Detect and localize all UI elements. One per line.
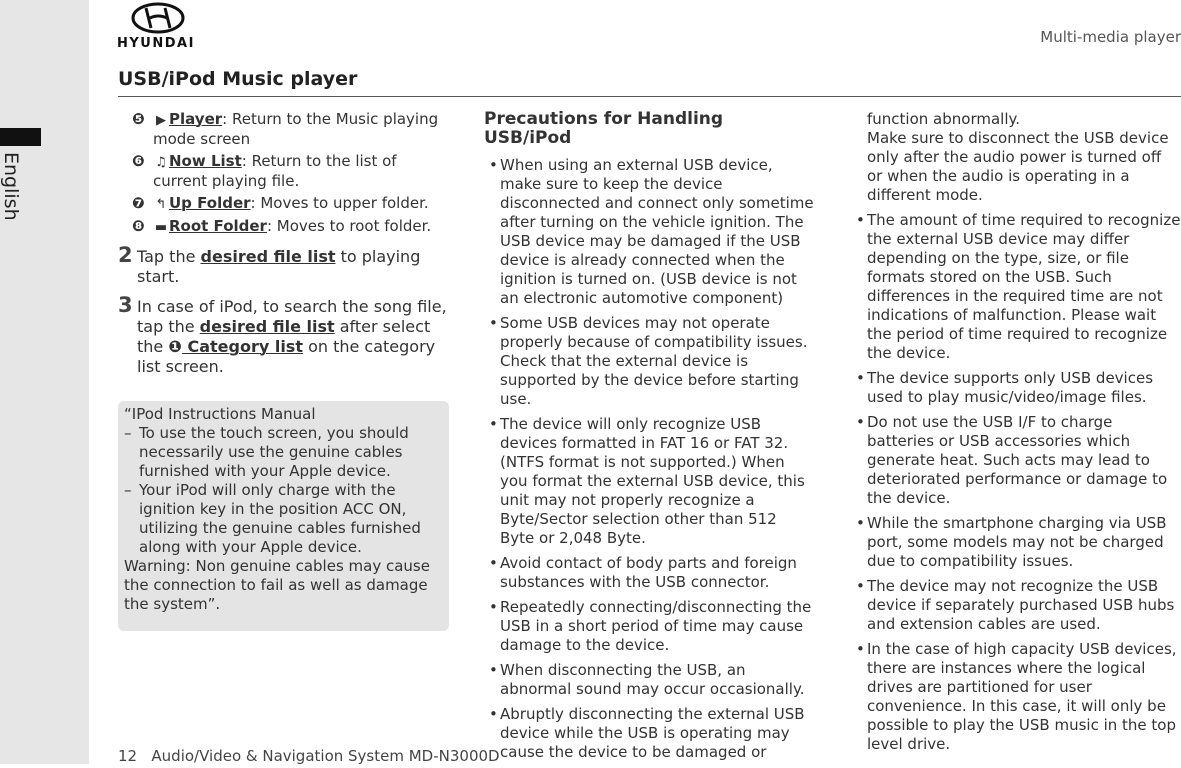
item-text: : Moves to upper folder. (250, 194, 429, 212)
section-label: Multi-media player (1040, 28, 1181, 46)
step-text: In case of iPod, to search the song file, tap the (137, 297, 447, 336)
note-warning: Warning: Non genuine cables may cause the connection to fail as well as damage the system”. (124, 557, 430, 613)
step-text: after select the (137, 317, 431, 356)
note-intro: “IPod Instructions Manual (124, 405, 316, 423)
item-label: Now List (169, 152, 242, 170)
list-item: • Do not use the USB I/F to charge batteries or USB accessories which generate heat. Such acts may lead to deteriorated performance or damage to the device. (856, 413, 1168, 507)
list-item: • The amount of time required to recognize the external USB device may differ depending on the type, size, or file formats stored on the USB. Such differences in the required time are not indications of malfunction. Please wait the period of time required to recognize the device. (856, 211, 1181, 362)
bullet-text: Avoid contact of body parts and foreign substances with the USB connector. (500, 554, 797, 591)
bullet-text: Do not use the USB I/F to charge batteries or USB accessories which generate heat. Such acts may lead to deteriorated performance or damage to the device. (867, 413, 1168, 507)
item-label: Player (169, 110, 223, 128)
category-number: ❶ (168, 337, 182, 356)
item-text: : Moves to root folder. (266, 217, 432, 235)
bullet-text: The device may not recognize the USB device if separately purchased USB hubs and extension cables are used. (867, 577, 1175, 633)
list-item: • Abruptly disconnecting the external USB device while the USB is operating may cause the device to be damaged or (489, 705, 805, 761)
step-3 (118, 293, 448, 377)
column-middle (484, 110, 814, 768)
sidebar (0, 0, 89, 764)
page-footer (118, 747, 500, 765)
list-item: • Some USB devices may not operate properly because of compatibility issues. Check that the external device is supported by the device before starting use. (489, 314, 808, 408)
step-2 (118, 243, 448, 287)
step-text: on the category list screen. (137, 337, 436, 376)
bullet-text: When disconnecting the USB, an abnormal sound may occur occasionally. (500, 661, 805, 698)
desired-file-list-ref: desired file list (199, 317, 335, 336)
list-item (118, 152, 448, 191)
item-text: : Return to the list of current playing file. (153, 152, 397, 190)
note-text: To use the touch screen, you should necessarily use the genuine cables furnished with your Apple device. (139, 424, 409, 480)
step-text: to playing start. (137, 247, 421, 286)
step-number: 3 (118, 293, 133, 317)
list-item (118, 194, 448, 214)
list-item: • In the case of high capacity USB devices, there are instances where the logical drives are partitioned for user convenience. In this case, it will only be possible to play the USB music in the top level drive. (856, 640, 1177, 753)
note-item: – To use the touch screen, you should necessarily use the genuine cables furnished with your Apple device. (124, 424, 409, 480)
bullet-text: In the case of high capacity USB devices, there are instances where the logical drives are partitioned for user convenience. In this case, it will only be possible to play the USB music in the top level drive. (867, 640, 1177, 753)
list-item (118, 217, 448, 237)
ipod-note-box (118, 401, 449, 631)
list-item: • Avoid contact of body parts and foreign substances with the USB connector. (489, 554, 797, 591)
column-left (118, 110, 448, 377)
step-number: 2 (118, 243, 133, 267)
list-item: • Repeatedly connecting/disconnecting the USB in a short period of time may cause damage to the device. (489, 598, 812, 654)
item-label: Root Folder (169, 217, 267, 235)
column-right (851, 110, 1181, 760)
bullet-text: Some USB devices may not operate properly because of compatibility issues. Check that the external device is supported by the device before starting use. (500, 314, 808, 408)
continued-text: Make sure to disconnect the USB device only after the audio power is turned off or when the audio is operating in a different mode. (867, 129, 1169, 204)
bullet-text: Repeatedly connecting/disconnecting the USB in a short period of time may cause damage to the device. (500, 598, 812, 654)
list-item: • The device will only recognize USB devices formatted in FAT 16 or FAT 32. (NTFS format is not supported.) When you format the external USB device, this unit may not properly recognize a Byte/Sector selection other than 512 Byte or 2,048 Byte. (489, 415, 805, 547)
category-list-ref: Category list (181, 337, 303, 356)
now-list-icon: ♫ (155, 155, 167, 170)
list-item: • While the smartphone charging via USB port, some models may not be charged due to compatibility issues. (856, 514, 1167, 570)
list-item: • The device supports only USB devices used to play music/video/image files. (856, 369, 1154, 406)
item-number: ❽ (132, 217, 145, 235)
list-item: • When using an external USB device, make sure to keep the device disconnected and connect only sometime after turning on the vehicle ignition. The USB device may be damaged if the USB device is already connected when the ignition is turned on. (USB device is not an electronic automotive component) (489, 156, 814, 307)
item-label: Up Folder (169, 194, 251, 212)
item-number: ❺ (132, 110, 145, 128)
section-heading: Precautions for Handling USB/iPod (484, 109, 724, 148)
title-divider (118, 96, 1181, 97)
step-text: Tap the (137, 247, 201, 266)
item-text: : Return to the Music playing mode screen (153, 110, 439, 148)
up-folder-icon: ↰ (155, 197, 167, 212)
page-number: 12 (118, 747, 138, 765)
play-icon: ▶ (156, 113, 166, 128)
bullet-text: While the smartphone charging via USB port, some models may not be charged due to compatibility issues. (867, 514, 1167, 570)
language-label: English (0, 152, 22, 221)
item-number: ❻ (132, 152, 145, 170)
bullet-text: The device will only recognize USB devices formatted in FAT 16 or FAT 32. (NTFS format is not supported.) When you format the external USB device, this unit may not properly recognize a Byte/Sector selection other than 512 Byte or 2,048 Byte. (500, 415, 805, 547)
language-tab-marker (0, 128, 41, 146)
bullet-text: The amount of time required to recognize the external USB device may differ depending on the type, size, or file formats stored on the USB. Such differences in the required time are not indications of malfunction. Please wait the period of time required to recognize the device. (867, 211, 1181, 362)
list-item: • The device may not recognize the USB device if separately purchased USB hubs and extension cables are used. (856, 577, 1175, 633)
bullet-text: When using an external USB device, make sure to keep the device disconnected and connect only sometime after turning on the vehicle ignition. The USB device may be damaged if the USB device is already connected when the ignition is turned on. (USB device is not an electronic automotive component) (500, 156, 814, 307)
note-text: Your iPod will only charge with the ignition key in the position ACC ON, utilizing the genuine cables furnished along with your Apple device. (139, 481, 421, 556)
continued-text: function abnormally. (867, 110, 1020, 128)
item-number: ❼ (132, 194, 145, 212)
footer-title: Audio/Video & Navigation System MD-N3000D (151, 747, 500, 765)
bullet-text: The device supports only USB devices used to play music/video/image files. (867, 369, 1154, 406)
brand-name: HYUNDAI (117, 36, 195, 51)
root-folder-icon: ▬ (154, 220, 168, 235)
note-item: – Your iPod will only charge with the ignition key in the position ACC ON, utilizing the genuine cables furnished along with your Apple device. (124, 481, 421, 556)
page-title: USB/iPod Music player (118, 68, 358, 90)
desired-file-list-ref: desired file list (200, 247, 336, 266)
bullet-text: Abruptly disconnecting the external USB device while the USB is operating may cause the device to be damaged or (500, 705, 805, 761)
list-item (118, 110, 448, 149)
list-item: • When disconnecting the USB, an abnormal sound may occur occasionally. (489, 661, 805, 698)
